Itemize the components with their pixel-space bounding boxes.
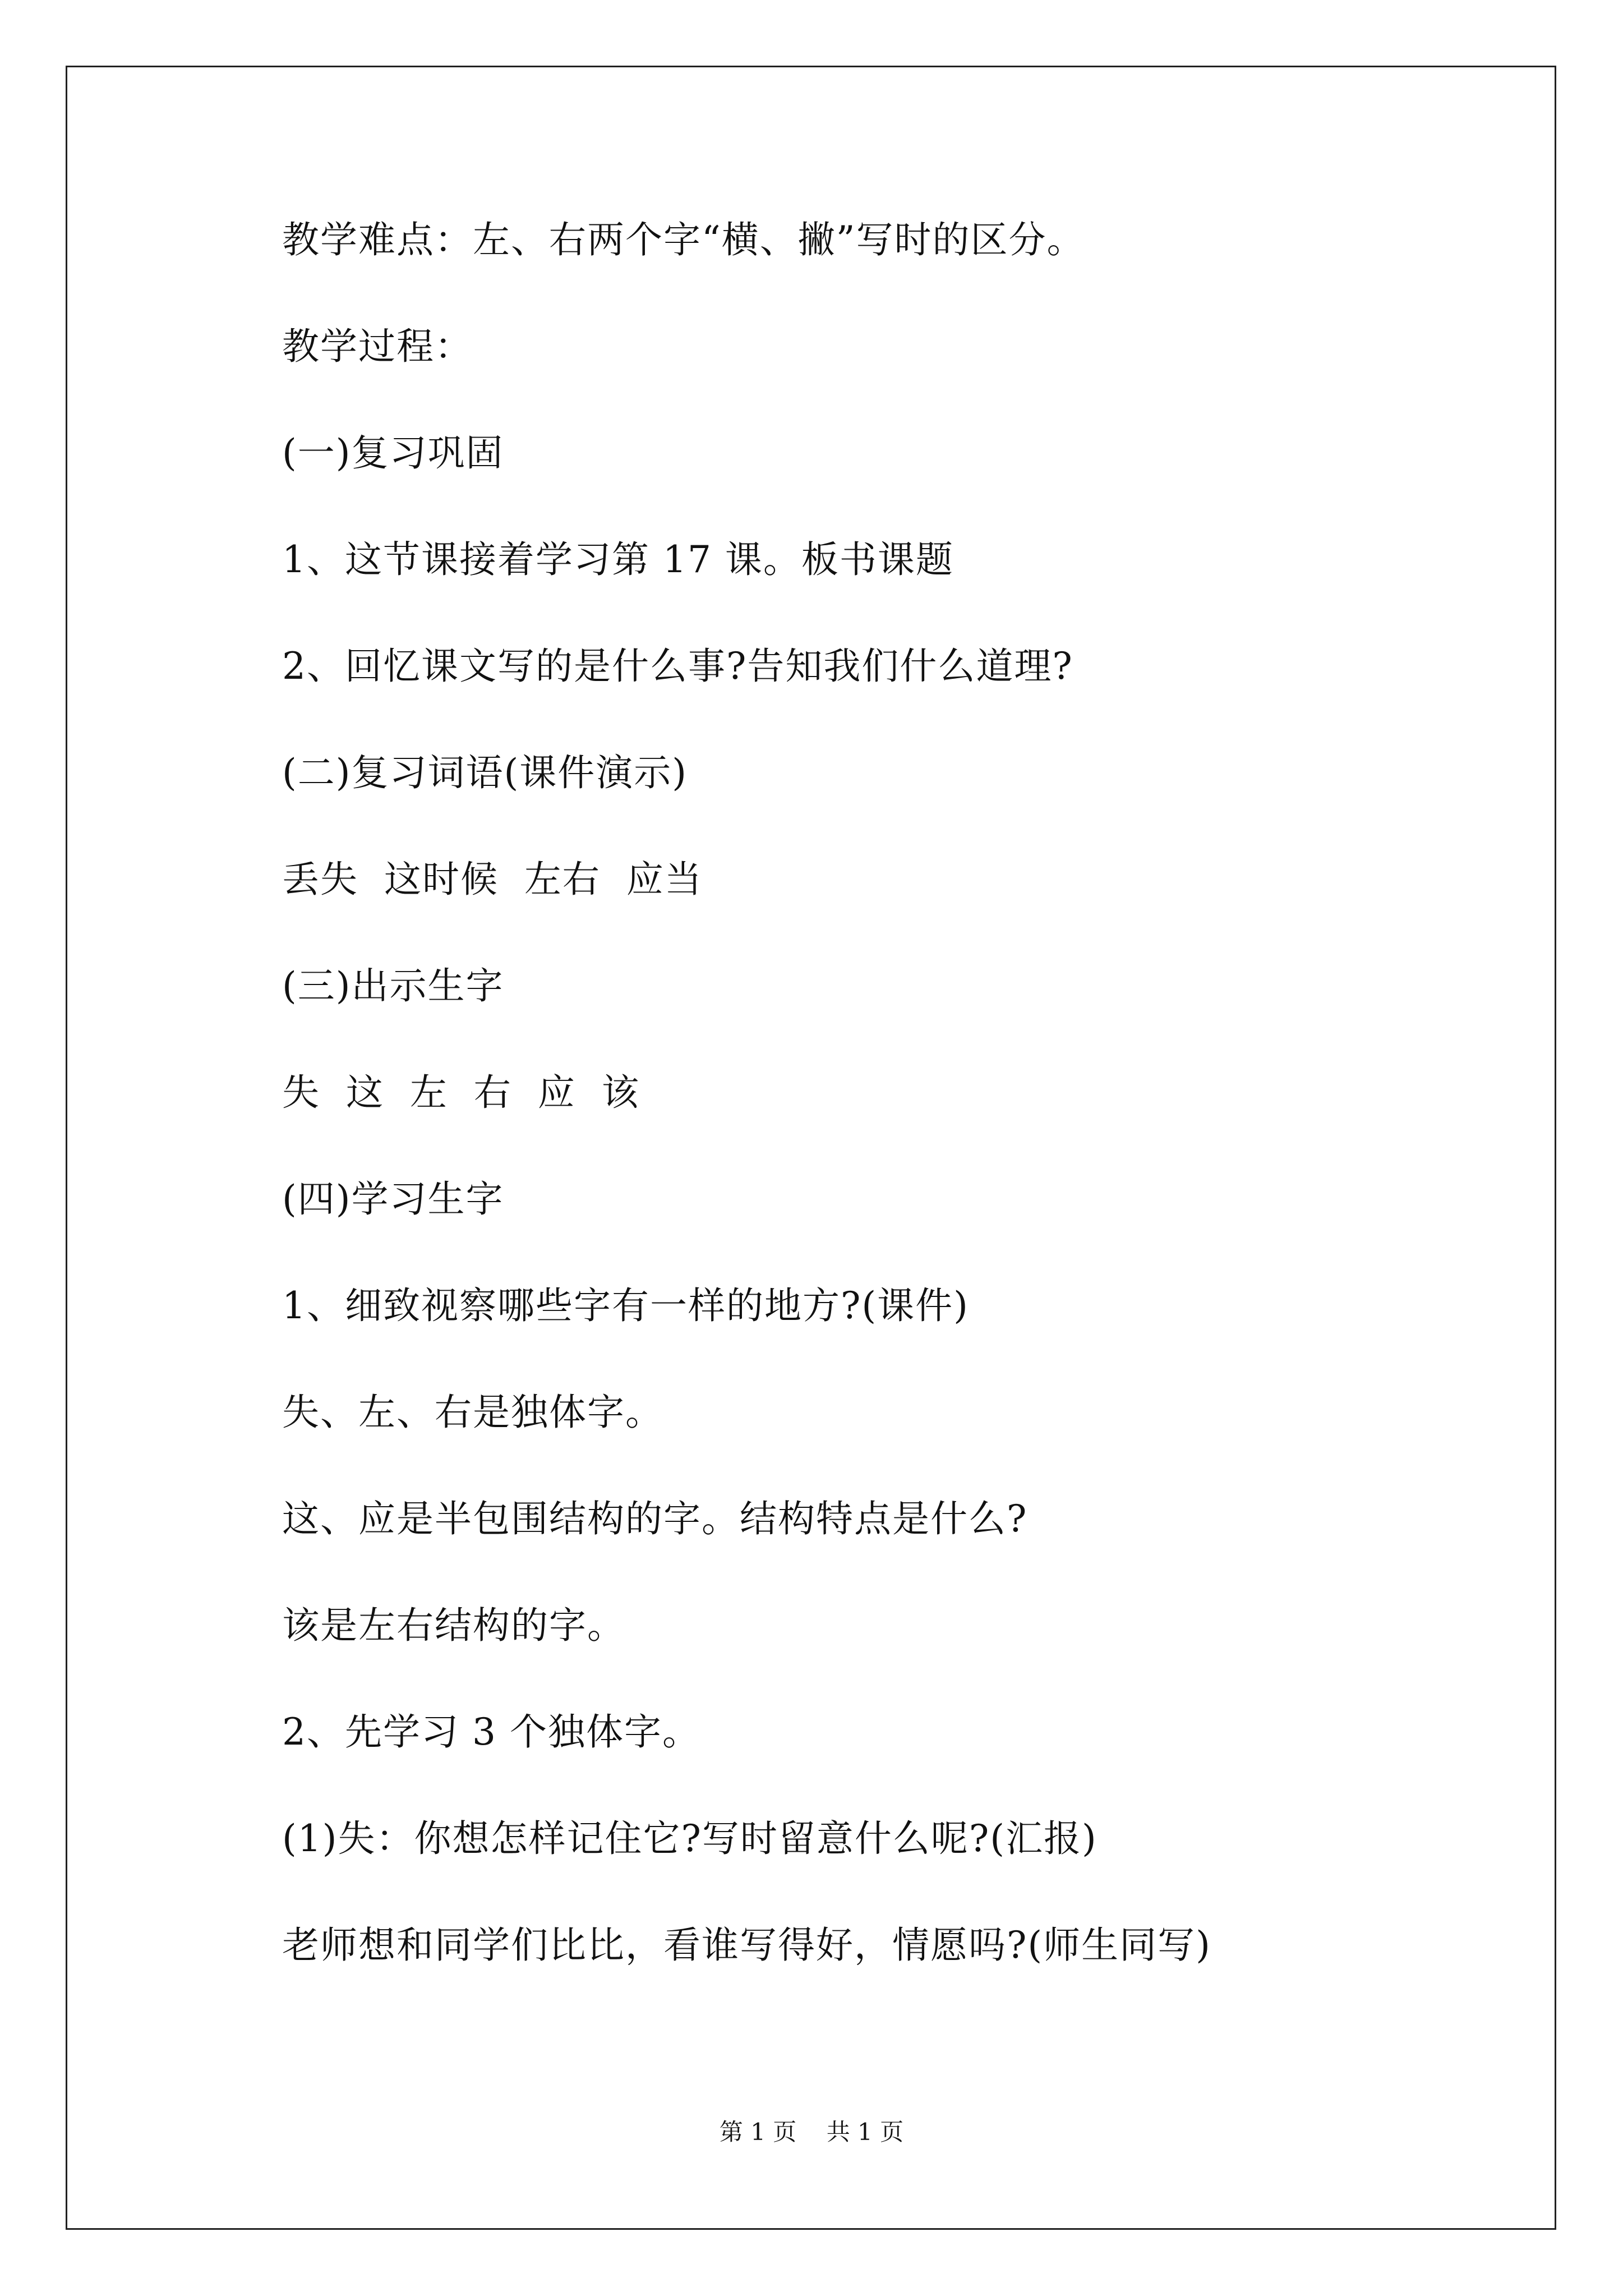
text-line: 该是左右结构的字。 [282, 1604, 625, 1647]
text-line: 1、这节课接着学习第 17 课。板书课题 [282, 538, 954, 581]
text-line: 丢失 这时候 左右 应当 [282, 858, 703, 901]
text-line: 失 这 左 右 应 该 [282, 1071, 640, 1114]
text-line: (1)失：你想怎样记住它?写时留意什么呢?(汇报) [282, 1817, 1098, 1860]
section-heading: (二)复习词语(课件演示) [282, 751, 688, 794]
text-line: 教学过程： [282, 325, 473, 368]
text-line: 2、回忆课文写的是什么事?告知我们什么道理? [282, 645, 1073, 688]
section-heading: (一)复习巩固 [282, 431, 504, 475]
page-number-footer: 第 1 页 共 1 页 [719, 2118, 904, 2146]
section-heading: (三)出示生字 [282, 964, 504, 1007]
text-line: 失、左、右是独体字。 [282, 1391, 663, 1434]
text-line: 2、先学习 3 个独体字。 [282, 1710, 700, 1754]
text-line: 这、应是半包围结构的字。结构特点是什么? [282, 1497, 1028, 1540]
document-body [282, 218, 1460, 2030]
text-line: 老师想和同学们比比，看谁写得好，情愿吗?(师生同写) [282, 1924, 1211, 1967]
section-heading: (四)学习生字 [282, 1177, 504, 1221]
text-line: 教学难点：左、右两个字“横、撇”写时的区分。 [282, 218, 1085, 261]
text-line: 1、细致视察哪些字有一样的地方?(课件) [282, 1284, 969, 1327]
